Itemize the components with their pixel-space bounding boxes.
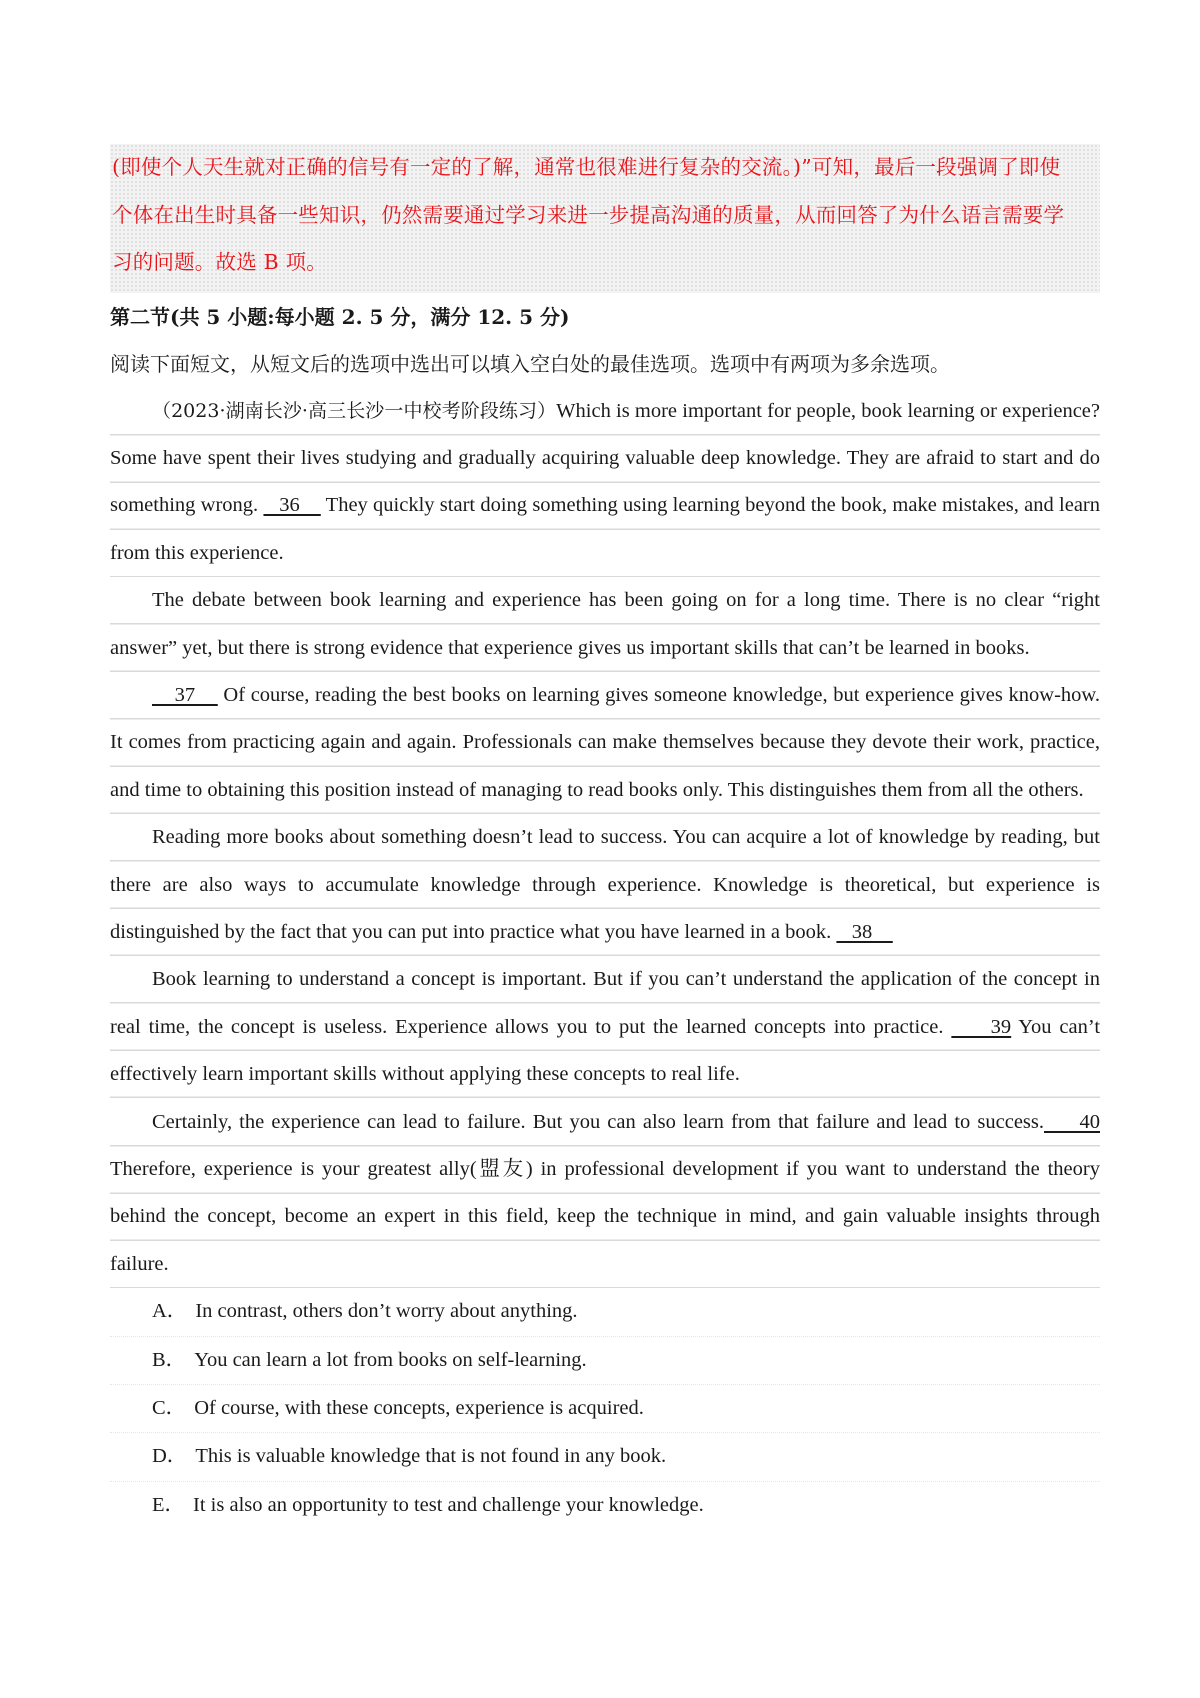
blank-37: 37 [152,683,218,706]
answer-options-list [110,1288,1100,1529]
paragraph-text: Certainly, the experience can lead to failure. But you can also learn from that failure and lead to success. [152,1110,1044,1133]
option-text: Of course, with these concepts, experience is acquired. [194,1397,644,1420]
paragraph-text: Book learning to understand a concept is important. But if you can’t understand the application of the concept in real time, the concept is useless. Experience allows you to put the learned concepts into practice. [110,968,1100,1038]
passage-paragraph-1 [110,388,1100,578]
option-d [110,1433,1100,1481]
option-text: It is also an opportunity to test and challenge your knowledge. [193,1493,704,1516]
passage-paragraph-5 [110,956,1100,1098]
passage-paragraph-3 [110,672,1100,814]
option-letter: C． [152,1397,187,1420]
option-text: This is valuable knowledge that is not found in any book. [195,1445,667,1468]
option-letter: E． [152,1493,186,1516]
paragraph-text: You can’t effectively learn important skills without applying these concepts to real life. [110,1015,1101,1086]
paragraph-text: Of course, reading the best books on learning gives someone knowledge, but experience gives know-how. It comes from practicing again and again. Professionals can make themselves because they devote their work, practice, and time to obtaining this position instead of managing to read books only. This distinguishes them from all the others. [110,683,1100,801]
blank-40: 40 [1044,1110,1100,1133]
option-b [110,1337,1100,1385]
option-e [110,1482,1100,1529]
option-text: In contrast, others don’t worry about anything. [195,1300,578,1323]
passage-paragraph-6 [110,1099,1100,1289]
passage-source: （2023·湖南长沙·高三长沙一中校考阶段练习） [152,399,557,422]
blank-38: 38 [836,920,893,943]
blank-36: 36 [263,494,321,517]
option-c [110,1385,1100,1433]
paragraph-text: Therefore, experience is your greatest ally(盟友) in professional development if you want to understand the theory behind the concept, become an expert in this field, keep the technique in mind, and gain valuable insights through failure. [110,1158,1100,1275]
explanation-line: (即使个人天生就对正确的信号有一定的了解，通常也很难进行复杂的交流。)”可知，最后一段强调了即使 [112,155,1061,179]
passage-paragraph-2: The debate between book learning and experience has been going on for a long time. There is no clear “right answer” yet, but there is strong evidence that experience gives us important skills that can’t be learned in books. [110,577,1100,672]
paragraph-text: They quickly start doing something using learning beyond the book, make mistakes, and learn from this experience. [110,494,1101,564]
answer-explanation-box [110,144,1100,293]
option-letter: B． [152,1348,187,1371]
paragraph-text: Which is more important for people, book learning or experience? Some have spent their lives studying and gradually acquiring valuable deep knowledge. They are afraid to start and do something wrong. [110,399,1100,517]
document-content [110,144,1100,1529]
blank-39: 39 [951,1015,1012,1038]
option-letter: A． [152,1300,188,1323]
explanation-line: 习的问题。故选 B 项。 [112,250,327,274]
explanation-line: 个体在出生时具备一些知识，仍然需要通过学习来进一步提高沟通的质量，从而回答了为什么语言需要学 [112,202,1065,227]
option-letter: D． [152,1445,188,1468]
paragraph-text: Reading more books about something doesn’t lead to success. You can acquire a lot of knowledge by reading, but there are also ways to accumulate knowledge through experience. Knowledge is theoretical, but experience is distinguished by the fact that you can put into practice what you have learned in a book. [110,826,1100,943]
option-text: You can learn a lot from books on self-learning. [194,1348,587,1371]
instruction-text: 阅读下面短文，从短文后的选项中选出可以填入空白处的最佳选项。选项中有两项为多余选项。 [110,351,950,376]
section-title: 第二节(共 5 小题:每小题 2. 5 分，满分 12. 5 分) [110,304,570,329]
passage-paragraph-4 [110,814,1100,956]
option-a [110,1288,1100,1336]
